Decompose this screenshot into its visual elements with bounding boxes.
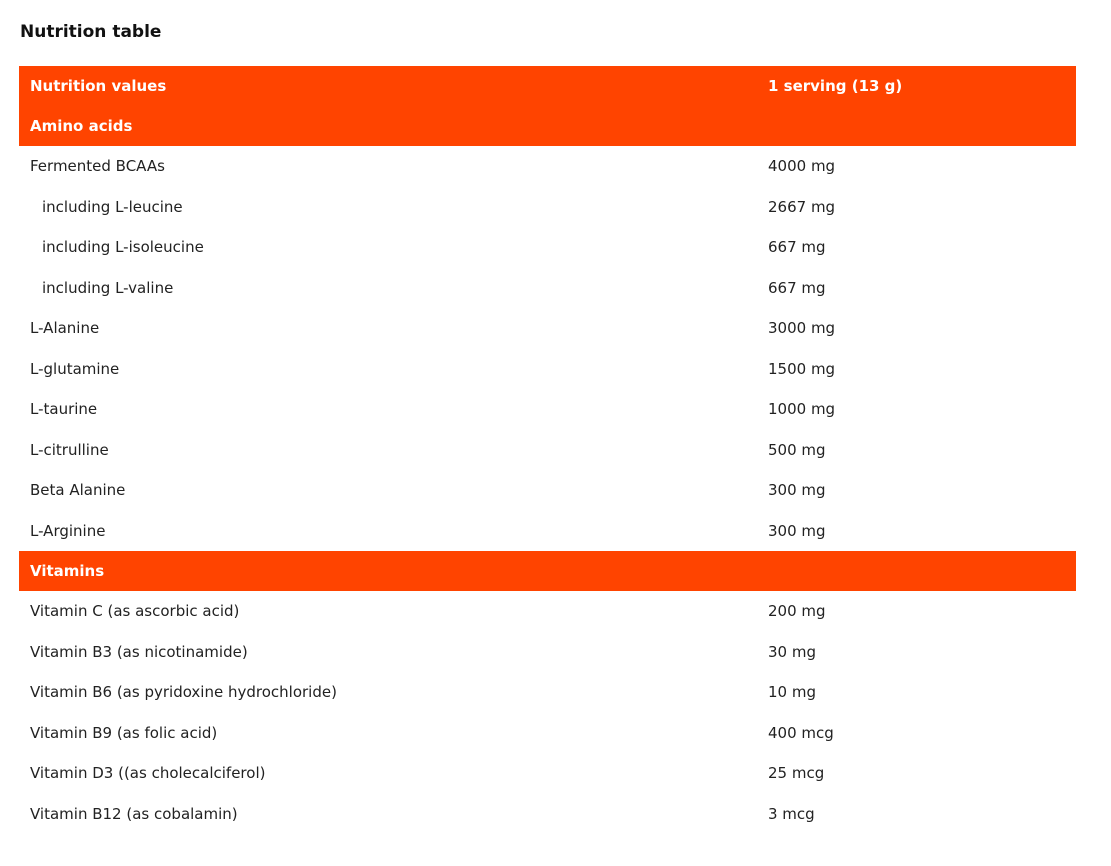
row-value: 30 mg: [768, 642, 816, 661]
table-row: [19, 187, 1076, 228]
table-row: [19, 349, 1076, 390]
section-title: Amino acids: [19, 106, 1076, 146]
row-value: 3 mcg: [768, 804, 815, 823]
row-value: 2667 mg: [768, 197, 836, 216]
row-label: L-taurine: [30, 400, 98, 419]
row-value: 3000 mg: [768, 319, 836, 338]
row-value: 300 mg: [768, 481, 826, 500]
row-value: 500 mg: [768, 440, 826, 459]
header-label: Nutrition values: [19, 66, 757, 106]
row-value: 400 mcg: [768, 723, 834, 742]
row-label: Vitamin B3 (as nicotinamide): [30, 642, 248, 661]
row-label: L-Arginine: [30, 521, 106, 540]
row-label: L-glutamine: [30, 359, 120, 378]
row-value: 4000 mg: [768, 157, 836, 176]
row-value: 200 mg: [768, 602, 826, 621]
row-value: 300 mg: [768, 521, 826, 540]
table-row: [19, 672, 1076, 713]
row-label: including L-valine: [42, 278, 174, 297]
section-title: Vitamins: [19, 551, 1076, 591]
table-row: [19, 713, 1076, 754]
row-label: Vitamin B12 (as cobalamin): [30, 804, 238, 823]
table-row: [19, 632, 1076, 673]
table-row: [19, 268, 1076, 309]
section-row-amino-acids: [19, 106, 1076, 146]
row-label: including L-leucine: [42, 197, 183, 216]
row-label: Vitamin B6 (as pyridoxine hydrochloride): [30, 683, 337, 702]
table-row: [19, 430, 1076, 471]
row-value: 25 mcg: [768, 764, 825, 783]
table-row: [19, 227, 1076, 268]
row-label: Vitamin C (as ascorbic acid): [30, 602, 240, 621]
row-label: Beta Alanine: [30, 481, 126, 500]
table-row: [19, 470, 1076, 511]
table-row: [19, 308, 1076, 349]
table-row: [19, 146, 1076, 187]
section-row-vitamins: [19, 551, 1076, 591]
row-label: including L-isoleucine: [42, 238, 204, 257]
table-row: [19, 753, 1076, 794]
row-value: 1000 mg: [768, 400, 836, 419]
table-row: [19, 389, 1076, 430]
row-label: L-citrulline: [30, 440, 109, 459]
table-row: [19, 511, 1076, 552]
row-value: 667 mg: [768, 278, 826, 297]
row-label: L-Alanine: [30, 319, 100, 338]
page-title: Nutrition table: [20, 22, 162, 42]
row-label: Vitamin B9 (as folic acid): [30, 723, 218, 742]
row-value: 1500 mg: [768, 359, 836, 378]
row-value: 667 mg: [768, 238, 826, 257]
table-row: [19, 591, 1076, 632]
row-label: Vitamin D3 ((as cholecalciferol): [30, 764, 266, 783]
row-value: 10 mg: [768, 683, 816, 702]
table-header-row: [19, 66, 1076, 106]
nutrition-table: [19, 66, 1076, 834]
header-value: 1 serving (13 g): [757, 66, 1076, 106]
row-label: Fermented BCAAs: [30, 157, 165, 176]
table-row: [19, 794, 1076, 835]
